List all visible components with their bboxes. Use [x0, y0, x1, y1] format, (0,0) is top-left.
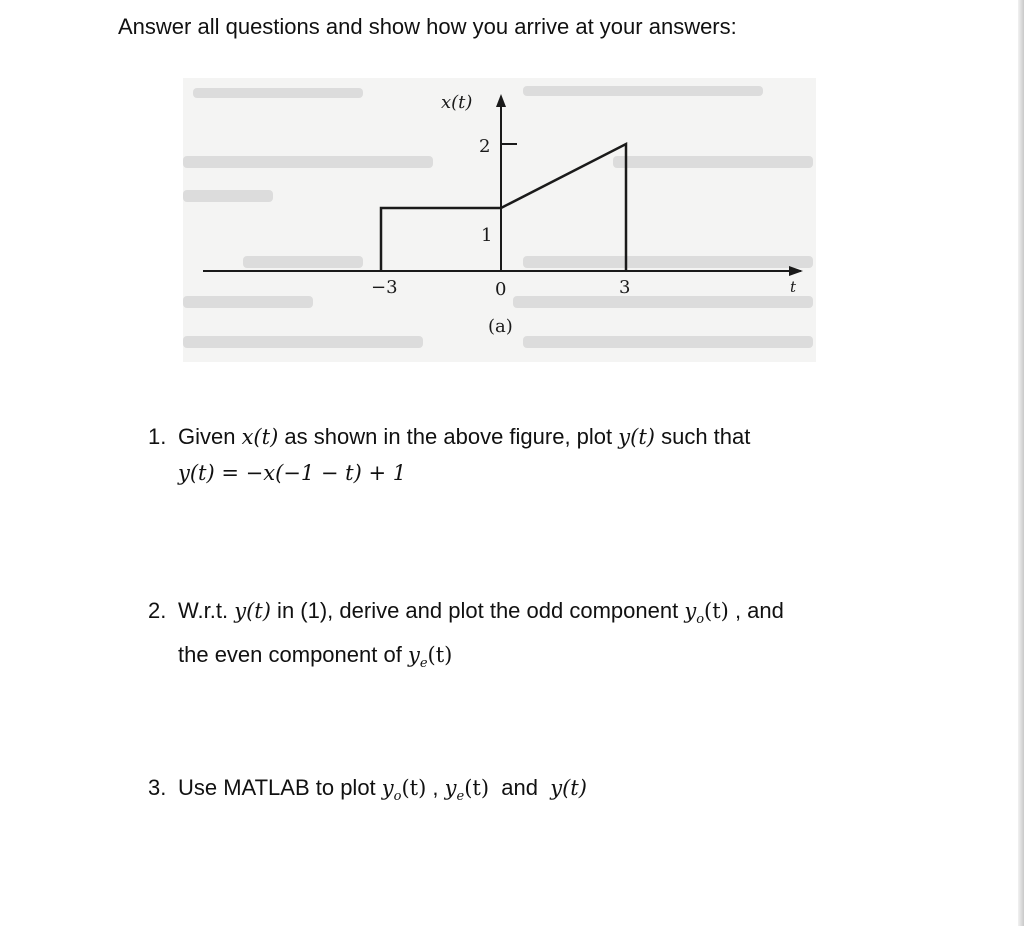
- question-1-number: 1.: [148, 424, 167, 449]
- y-axis-label: x(t): [441, 92, 473, 113]
- question-3-yo-symbol: $y_o(t)$: [381, 776, 427, 805]
- page-edge: [1018, 0, 1024, 926]
- vertical-axis-arrow: [496, 94, 506, 107]
- question-2-text-a: W.r.t.: [178, 598, 235, 623]
- question-1-equation: y(t) = −x(−1 − t) + 1: [178, 461, 407, 485]
- question-1-x-t: x(t): [241, 425, 279, 449]
- signal-plot: [183, 78, 816, 362]
- question-1-text-b: as shown in the above figure, plot: [278, 424, 619, 449]
- question-1-line-2: [148, 455, 750, 491]
- instructions-heading: Answer all questions and show how you arrive at your answers:: [118, 14, 737, 39]
- question-3-text-a: Use MATLAB to plot: [178, 775, 382, 800]
- tick-y-2: 2: [479, 136, 491, 157]
- tick-x-3: 3: [619, 277, 631, 298]
- question-2: [148, 593, 784, 681]
- question-3-line-1: [148, 770, 587, 814]
- question-2-text-c: , and: [728, 598, 784, 623]
- scan-texture: [183, 86, 813, 348]
- tick-x-0: 0: [495, 279, 507, 300]
- question-3-number: 3.: [148, 775, 167, 800]
- figure-caption: (a): [488, 316, 513, 337]
- question-1-text-c: such that: [654, 424, 751, 449]
- question-3-sep: ,: [426, 775, 445, 800]
- question-1-y-t: y(t): [618, 425, 655, 449]
- question-2-yo-symbol: $y_o(t)$: [684, 599, 729, 628]
- question-2-ye-symbol: $y_e(t)$: [407, 643, 453, 672]
- question-2-number: 2.: [148, 598, 167, 623]
- question-3: [148, 770, 587, 814]
- question-2-text-b: in (1), derive and plot the odd component: [270, 598, 685, 623]
- question-3-ye-symbol: $y_e(t)$: [444, 776, 490, 805]
- question-2-line-2: [148, 637, 784, 681]
- question-1-text-a: Given: [178, 424, 242, 449]
- question-1-line-1: [148, 419, 750, 455]
- question-3-text-b: and: [489, 775, 551, 800]
- question-2-line-1: [148, 593, 784, 637]
- tick-y-1: 1: [481, 225, 493, 246]
- signal-figure: [183, 78, 816, 362]
- question-2-text-d: the even component of: [178, 642, 408, 668]
- question-2-y-t: y(t): [234, 599, 271, 623]
- question-1: [148, 419, 750, 491]
- t-axis-label: t: [790, 278, 797, 296]
- question-3-y-t: y(t): [550, 776, 587, 800]
- tick-x-neg3: −3: [371, 277, 398, 298]
